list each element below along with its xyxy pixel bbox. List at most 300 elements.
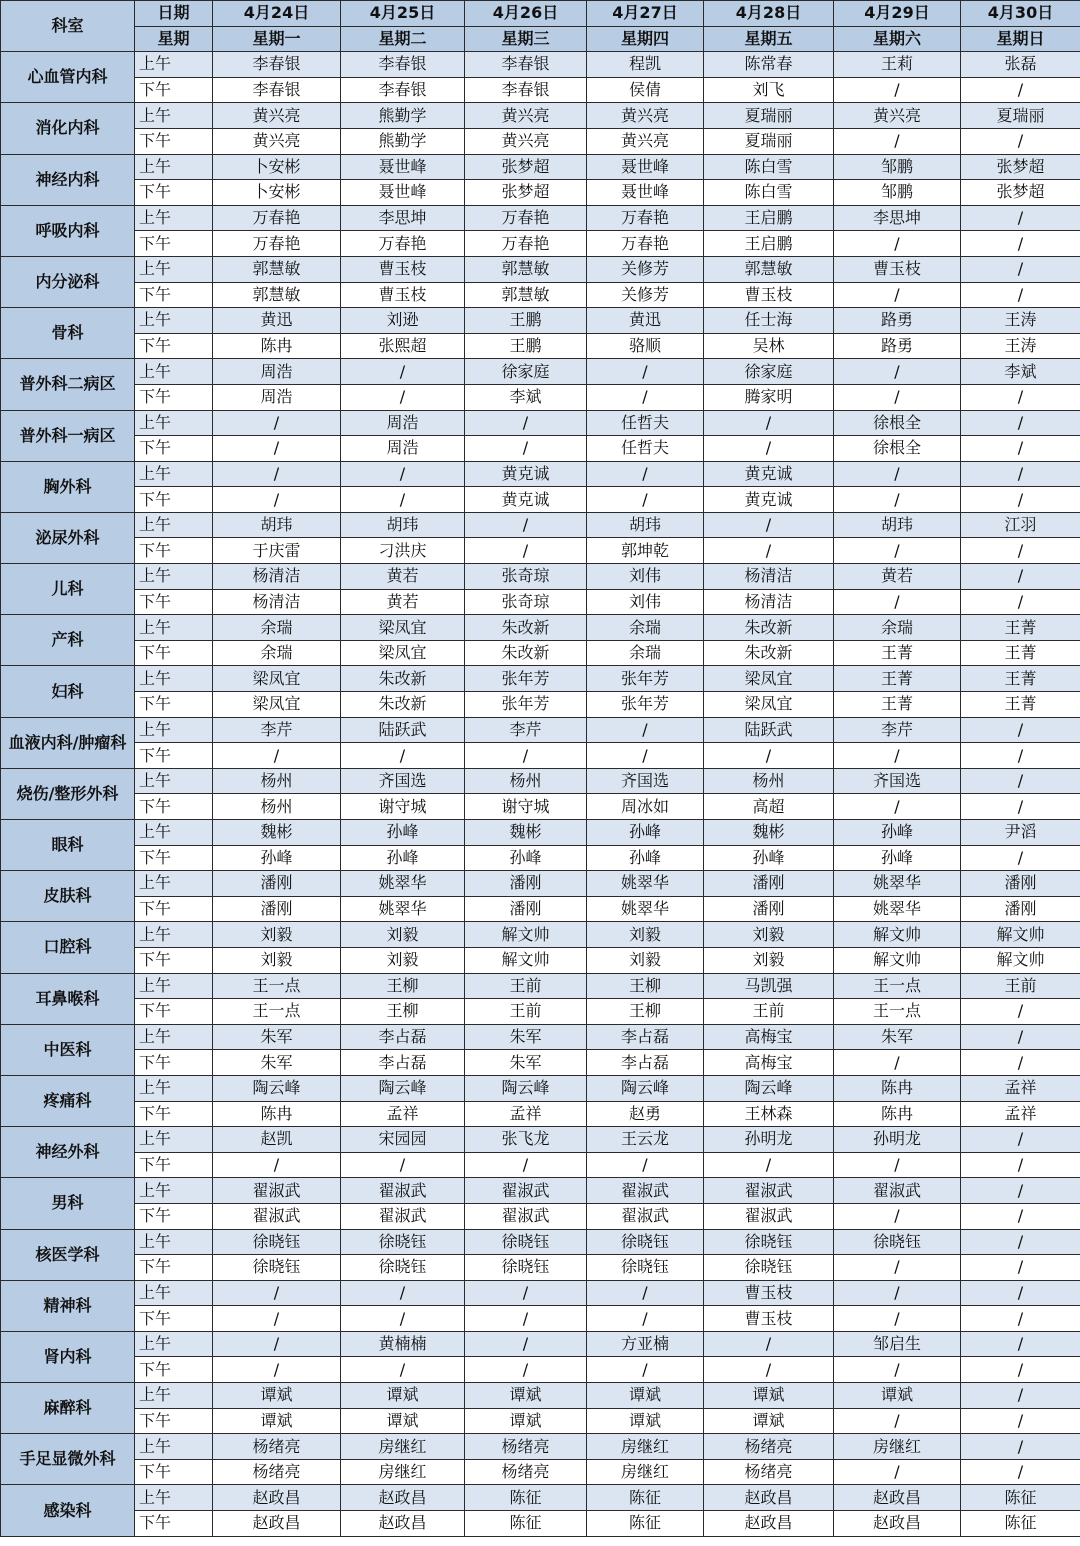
period-pm-label: 下午	[135, 999, 213, 1025]
period-am-label: 上午	[135, 1229, 213, 1255]
department-name: 泌尿外科	[1, 512, 135, 563]
doctor-cell: 夏瑞丽	[961, 103, 1080, 129]
doctor-cell: 万春艳	[341, 231, 465, 257]
date-header: 4月28日	[704, 1, 834, 27]
doctor-cell: 王一点	[834, 973, 961, 999]
doctor-cell: 杨绪亮	[465, 1434, 587, 1460]
doctor-cell: 王前	[465, 999, 587, 1025]
doctor-cell: /	[704, 1152, 834, 1178]
doctor-cell: 万春艳	[213, 205, 341, 231]
period-pm-label: 下午	[135, 845, 213, 871]
doctor-cell: 任哲夫	[587, 410, 704, 436]
doctor-cell: /	[961, 487, 1080, 513]
doctor-cell: 房继红	[587, 1459, 704, 1485]
doctor-cell: 王涛	[961, 333, 1080, 359]
doctor-cell: /	[587, 743, 704, 769]
table-row	[1, 436, 1080, 462]
doctor-cell: 房继红	[834, 1434, 961, 1460]
doctor-cell: /	[834, 461, 961, 487]
doctor-cell: 杨绪亮	[213, 1434, 341, 1460]
doctor-cell: /	[961, 384, 1080, 410]
table-row	[1, 512, 1080, 538]
doctor-cell: 陈征	[587, 1511, 704, 1537]
doctor-cell: 黄迅	[213, 308, 341, 334]
doctor-cell: 张年芳	[465, 692, 587, 718]
doctor-cell: 徐晓钰	[465, 1229, 587, 1255]
doctor-cell: /	[213, 1357, 341, 1383]
table-row	[1, 1101, 1080, 1127]
weekday-header: 星期日	[961, 26, 1080, 52]
period-pm-label: 下午	[135, 1101, 213, 1127]
date-label: 日期	[135, 1, 213, 27]
doctor-cell: 杨绪亮	[213, 1459, 341, 1485]
doctor-cell: 王涛	[961, 308, 1080, 334]
table-row	[1, 384, 1080, 410]
doctor-cell: 姚翠华	[587, 871, 704, 897]
period-am-label: 上午	[135, 1485, 213, 1511]
doctor-cell: 王前	[465, 973, 587, 999]
date-header: 4月25日	[341, 1, 465, 27]
doctor-cell: 朱改新	[341, 692, 465, 718]
table-row	[1, 180, 1080, 206]
doctor-cell: /	[465, 512, 587, 538]
doctor-cell: 胡玮	[341, 512, 465, 538]
doctor-cell: /	[465, 1280, 587, 1306]
doctor-cell: 卜安彬	[213, 180, 341, 206]
department-header: 科室	[1, 1, 135, 52]
doctor-cell: 谭斌	[213, 1383, 341, 1409]
doctor-cell: 陆跃武	[704, 717, 834, 743]
table-row	[1, 1306, 1080, 1332]
doctor-cell: 翟淑武	[587, 1203, 704, 1229]
doctor-cell: /	[834, 77, 961, 103]
doctor-cell: 王莉	[834, 52, 961, 78]
table-row	[1, 768, 1080, 794]
doctor-cell: /	[213, 487, 341, 513]
doctor-cell: 杨绪亮	[465, 1459, 587, 1485]
period-am-label: 上午	[135, 717, 213, 743]
weekday-header: 星期五	[704, 26, 834, 52]
doctor-cell: 熊勤学	[341, 103, 465, 129]
doctor-cell: 宋园园	[341, 1127, 465, 1153]
doctor-cell: /	[341, 1152, 465, 1178]
department-name: 胸外科	[1, 461, 135, 512]
doctor-cell: 黄克诚	[465, 487, 587, 513]
doctor-cell: 潘刚	[213, 896, 341, 922]
schedule-body	[1, 52, 1080, 1536]
doctor-cell: 刁洪庆	[341, 538, 465, 564]
doctor-cell: 解文帅	[961, 947, 1080, 973]
table-row	[1, 845, 1080, 871]
doctor-cell: /	[341, 1306, 465, 1332]
doctor-cell: 黄兴亮	[834, 103, 961, 129]
table-row	[1, 77, 1080, 103]
doctor-cell: /	[341, 384, 465, 410]
table-row	[1, 1075, 1080, 1101]
period-pm-label: 下午	[135, 1408, 213, 1434]
doctor-cell: 任哲夫	[587, 436, 704, 462]
doctor-cell: 余瑞	[587, 615, 704, 641]
doctor-cell: 房继红	[341, 1459, 465, 1485]
doctor-cell: 李思坤	[834, 205, 961, 231]
doctor-cell: 黄兴亮	[587, 103, 704, 129]
department-name: 精神科	[1, 1280, 135, 1331]
doctor-cell: 王启鹏	[704, 231, 834, 257]
doctor-cell: 李春银	[341, 77, 465, 103]
doctor-cell: /	[834, 1280, 961, 1306]
doctor-cell: 黄克诚	[465, 461, 587, 487]
doctor-cell: 徐晓钰	[465, 1255, 587, 1281]
doctor-cell: 周浩	[213, 384, 341, 410]
doctor-cell: 王一点	[213, 973, 341, 999]
doctor-cell: 李占磊	[341, 1050, 465, 1076]
period-am-label: 上午	[135, 973, 213, 999]
doctor-cell: 王启鹏	[704, 205, 834, 231]
doctor-cell: 潘刚	[213, 871, 341, 897]
doctor-cell: 齐国选	[587, 768, 704, 794]
department-name: 疼痛科	[1, 1075, 135, 1126]
doctor-cell: /	[213, 1331, 341, 1357]
doctor-cell: 陈冉	[213, 333, 341, 359]
doctor-cell: 齐国选	[834, 768, 961, 794]
doctor-cell: 张年芳	[587, 666, 704, 692]
doctor-cell: 徐晓钰	[587, 1255, 704, 1281]
doctor-cell: 郭坤乾	[587, 538, 704, 564]
doctor-cell: /	[465, 1331, 587, 1357]
doctor-cell: 张梦超	[465, 180, 587, 206]
doctor-cell: 房继红	[587, 1434, 704, 1460]
department-name: 感染科	[1, 1485, 135, 1536]
doctor-cell: /	[961, 1408, 1080, 1434]
doctor-cell: 李春银	[465, 77, 587, 103]
doctor-cell: /	[704, 410, 834, 436]
doctor-cell: 杨州	[465, 768, 587, 794]
period-am-label: 上午	[135, 871, 213, 897]
doctor-cell: 张梦超	[465, 154, 587, 180]
doctor-cell: 李春银	[213, 77, 341, 103]
doctor-cell: 徐晓钰	[587, 1229, 704, 1255]
doctor-cell: 翟淑武	[341, 1178, 465, 1204]
doctor-cell: /	[961, 845, 1080, 871]
doctor-cell: 翟淑武	[213, 1178, 341, 1204]
doctor-cell: 刘逊	[341, 308, 465, 334]
doctor-cell: /	[704, 538, 834, 564]
doctor-cell: 王菁	[834, 666, 961, 692]
period-am-label: 上午	[135, 512, 213, 538]
doctor-cell: 陈白雪	[704, 180, 834, 206]
doctor-cell: 张年芳	[587, 692, 704, 718]
doctor-cell: 潘刚	[704, 896, 834, 922]
doctor-cell: 梁凤宜	[341, 615, 465, 641]
doctor-cell: 朱改新	[465, 640, 587, 666]
doctor-cell: /	[341, 1357, 465, 1383]
table-row	[1, 1178, 1080, 1204]
doctor-cell: 黄若	[834, 564, 961, 590]
doctor-cell: 高梅宝	[704, 1024, 834, 1050]
table-row	[1, 743, 1080, 769]
doctor-cell: 孙峰	[587, 845, 704, 871]
doctor-cell: 杨州	[704, 768, 834, 794]
doctor-cell: 谭斌	[587, 1408, 704, 1434]
doctor-cell: /	[961, 1459, 1080, 1485]
period-pm-label: 下午	[135, 1152, 213, 1178]
weekday-label: 星期	[135, 26, 213, 52]
doctor-cell: 朱改新	[704, 640, 834, 666]
table-row	[1, 308, 1080, 334]
period-pm-label: 下午	[135, 180, 213, 206]
doctor-cell: /	[587, 1280, 704, 1306]
doctor-cell: 谭斌	[465, 1408, 587, 1434]
table-row	[1, 1255, 1080, 1281]
period-am-label: 上午	[135, 564, 213, 590]
doctor-cell: /	[961, 256, 1080, 282]
doctor-cell: /	[834, 1050, 961, 1076]
doctor-cell: 黄克诚	[704, 461, 834, 487]
department-name: 普外科二病区	[1, 359, 135, 410]
doctor-cell: /	[341, 461, 465, 487]
doctor-cell: /	[961, 231, 1080, 257]
doctor-cell: /	[834, 1408, 961, 1434]
doctor-cell: 张奇琼	[465, 564, 587, 590]
doctor-cell: 黄兴亮	[213, 128, 341, 154]
doctor-cell: 潘刚	[961, 896, 1080, 922]
department-name: 核医学科	[1, 1229, 135, 1280]
doctor-cell: /	[465, 436, 587, 462]
period-am-label: 上午	[135, 461, 213, 487]
doctor-cell: 翟淑武	[587, 1178, 704, 1204]
department-name: 皮肤科	[1, 871, 135, 922]
doctor-cell: /	[961, 1306, 1080, 1332]
doctor-cell: /	[961, 1050, 1080, 1076]
doctor-cell: 翟淑武	[834, 1178, 961, 1204]
doctor-cell: 谭斌	[834, 1383, 961, 1409]
period-pm-label: 下午	[135, 1511, 213, 1537]
doctor-cell: /	[834, 538, 961, 564]
doctor-cell: 侯倩	[587, 77, 704, 103]
doctor-cell: 王柳	[587, 973, 704, 999]
table-row	[1, 154, 1080, 180]
table-row	[1, 128, 1080, 154]
table-row	[1, 359, 1080, 385]
doctor-cell: /	[341, 743, 465, 769]
doctor-cell: 李春银	[341, 52, 465, 78]
doctor-cell: /	[587, 359, 704, 385]
period-pm-label: 下午	[135, 1306, 213, 1332]
doctor-cell: 谭斌	[341, 1408, 465, 1434]
doctor-cell: 黄兴亮	[213, 103, 341, 129]
table-row	[1, 1024, 1080, 1050]
doctor-cell: 聂世峰	[587, 180, 704, 206]
doctor-cell: /	[961, 1280, 1080, 1306]
doctor-cell: /	[465, 1152, 587, 1178]
doctor-cell: 卜安彬	[213, 154, 341, 180]
doctor-cell: 路勇	[834, 333, 961, 359]
doctor-cell: 李芹	[465, 717, 587, 743]
weekday-header: 星期六	[834, 26, 961, 52]
doctor-cell: 陈白雪	[704, 154, 834, 180]
doctor-cell: 刘伟	[587, 589, 704, 615]
doctor-cell: 齐国选	[341, 768, 465, 794]
doctor-cell: 梁凤宜	[341, 640, 465, 666]
doctor-cell: 朱军	[213, 1050, 341, 1076]
department-name: 普外科一病区	[1, 410, 135, 461]
period-am-label: 上午	[135, 52, 213, 78]
doctor-cell: /	[961, 1203, 1080, 1229]
doctor-cell: /	[834, 359, 961, 385]
date-header: 4月27日	[587, 1, 704, 27]
doctor-cell: /	[213, 1152, 341, 1178]
doctor-cell: 潘刚	[704, 871, 834, 897]
doctor-cell: 王菁	[961, 615, 1080, 641]
doctor-cell: 陈冉	[834, 1075, 961, 1101]
period-pm-label: 下午	[135, 231, 213, 257]
doctor-cell: 马凯强	[704, 973, 834, 999]
weekday-header: 星期三	[465, 26, 587, 52]
doctor-cell: /	[213, 410, 341, 436]
doctor-cell: 徐晓钰	[341, 1229, 465, 1255]
date-row	[1, 1, 1080, 27]
doctor-cell: 李占磊	[587, 1024, 704, 1050]
doctor-cell: 孟祥	[961, 1101, 1080, 1127]
doctor-cell: 孙峰	[213, 845, 341, 871]
doctor-cell: 刘毅	[341, 947, 465, 973]
table-row	[1, 1357, 1080, 1383]
doctor-cell: 陈征	[961, 1485, 1080, 1511]
doctor-cell: 杨绪亮	[704, 1459, 834, 1485]
doctor-cell: 尹滔	[961, 820, 1080, 846]
doctor-cell: 刘毅	[704, 947, 834, 973]
doctor-cell: 曹玉枝	[341, 282, 465, 308]
doctor-cell: 房继红	[341, 1434, 465, 1460]
doctor-cell: 王前	[961, 973, 1080, 999]
doctor-cell: 朱改新	[341, 666, 465, 692]
doctor-cell: /	[587, 461, 704, 487]
doctor-cell: 朱改新	[465, 615, 587, 641]
doctor-cell: /	[704, 436, 834, 462]
period-am-label: 上午	[135, 154, 213, 180]
doctor-cell: 周冰如	[587, 794, 704, 820]
table-row	[1, 947, 1080, 973]
doctor-cell: 刘毅	[587, 947, 704, 973]
doctor-cell: 夏瑞丽	[704, 103, 834, 129]
doctor-cell: 陈征	[465, 1485, 587, 1511]
table-row	[1, 52, 1080, 78]
doctor-cell: /	[961, 589, 1080, 615]
doctor-cell: 余瑞	[834, 615, 961, 641]
table-row	[1, 410, 1080, 436]
table-row	[1, 1434, 1080, 1460]
doctor-cell: 熊勤学	[341, 128, 465, 154]
doctor-cell: /	[961, 1229, 1080, 1255]
doctor-cell: 魏彬	[213, 820, 341, 846]
doctor-cell: 任士海	[704, 308, 834, 334]
doctor-cell: 赵政昌	[704, 1511, 834, 1537]
department-name: 血液内科/肿瘤科	[1, 717, 135, 768]
department-name: 妇科	[1, 666, 135, 717]
department-name: 儿科	[1, 564, 135, 615]
doctor-cell: 陶云峰	[213, 1075, 341, 1101]
period-am-label: 上午	[135, 1075, 213, 1101]
doctor-cell: 万春艳	[465, 231, 587, 257]
period-pm-label: 下午	[135, 436, 213, 462]
doctor-cell: 万春艳	[587, 231, 704, 257]
doctor-cell: 方亚楠	[587, 1331, 704, 1357]
doctor-cell: 谭斌	[704, 1408, 834, 1434]
doctor-cell: 王菁	[961, 692, 1080, 718]
department-name: 肾内科	[1, 1331, 135, 1382]
doctor-cell: 王林森	[704, 1101, 834, 1127]
doctor-cell: 陶云峰	[587, 1075, 704, 1101]
period-pm-label: 下午	[135, 947, 213, 973]
doctor-cell: 解文帅	[834, 947, 961, 973]
doctor-cell: /	[704, 1331, 834, 1357]
table-row	[1, 896, 1080, 922]
doctor-cell: 魏彬	[704, 820, 834, 846]
doctor-cell: 李占磊	[341, 1024, 465, 1050]
doctor-cell: /	[587, 1152, 704, 1178]
doctor-cell: /	[834, 1152, 961, 1178]
period-pm-label: 下午	[135, 743, 213, 769]
doctor-cell: 李芹	[834, 717, 961, 743]
doctor-cell: 解文帅	[465, 947, 587, 973]
doctor-cell: 周浩	[341, 410, 465, 436]
doctor-cell: 赵政昌	[834, 1511, 961, 1537]
doctor-cell: 曹玉枝	[704, 1280, 834, 1306]
doctor-cell: 谭斌	[341, 1383, 465, 1409]
doctor-cell: 王菁	[961, 666, 1080, 692]
doctor-cell: 徐家庭	[704, 359, 834, 385]
doctor-cell: 徐晓钰	[704, 1229, 834, 1255]
doctor-cell: 万春艳	[587, 205, 704, 231]
doctor-cell: 聂世峰	[341, 180, 465, 206]
period-am-label: 上午	[135, 1024, 213, 1050]
doctor-cell: 孙峰	[465, 845, 587, 871]
doctor-cell: 翟淑武	[704, 1203, 834, 1229]
doctor-cell: 杨清洁	[213, 564, 341, 590]
doctor-cell: 骆顺	[587, 333, 704, 359]
doctor-cell: 王菁	[961, 640, 1080, 666]
doctor-cell: 谢守城	[465, 794, 587, 820]
doctor-cell: 李芹	[213, 717, 341, 743]
doctor-cell: 陈常春	[704, 52, 834, 78]
table-row	[1, 1383, 1080, 1409]
doctor-cell: 杨绪亮	[704, 1434, 834, 1460]
doctor-cell: 朱军	[834, 1024, 961, 1050]
doctor-cell: 朱军	[465, 1024, 587, 1050]
table-row	[1, 231, 1080, 257]
period-pm-label: 下午	[135, 896, 213, 922]
doctor-cell: /	[834, 743, 961, 769]
doctor-cell: 解文帅	[465, 922, 587, 948]
doctor-cell: 黄若	[341, 564, 465, 590]
doctor-cell: 陈征	[961, 1511, 1080, 1537]
doctor-cell: /	[341, 1280, 465, 1306]
doctor-cell: 王一点	[834, 999, 961, 1025]
doctor-cell: 赵政昌	[834, 1485, 961, 1511]
doctor-cell: 陶云峰	[341, 1075, 465, 1101]
doctor-cell: 曹玉枝	[834, 256, 961, 282]
doctor-cell: 王菁	[834, 640, 961, 666]
doctor-cell: 邹鹏	[834, 154, 961, 180]
doctor-cell: 曹玉枝	[704, 1306, 834, 1332]
doctor-cell: 朱军	[213, 1024, 341, 1050]
doctor-cell: 赵政昌	[341, 1485, 465, 1511]
doctor-cell: 杨州	[213, 768, 341, 794]
doctor-cell: 王柳	[587, 999, 704, 1025]
period-am-label: 上午	[135, 205, 213, 231]
doctor-cell: /	[961, 436, 1080, 462]
table-row	[1, 205, 1080, 231]
